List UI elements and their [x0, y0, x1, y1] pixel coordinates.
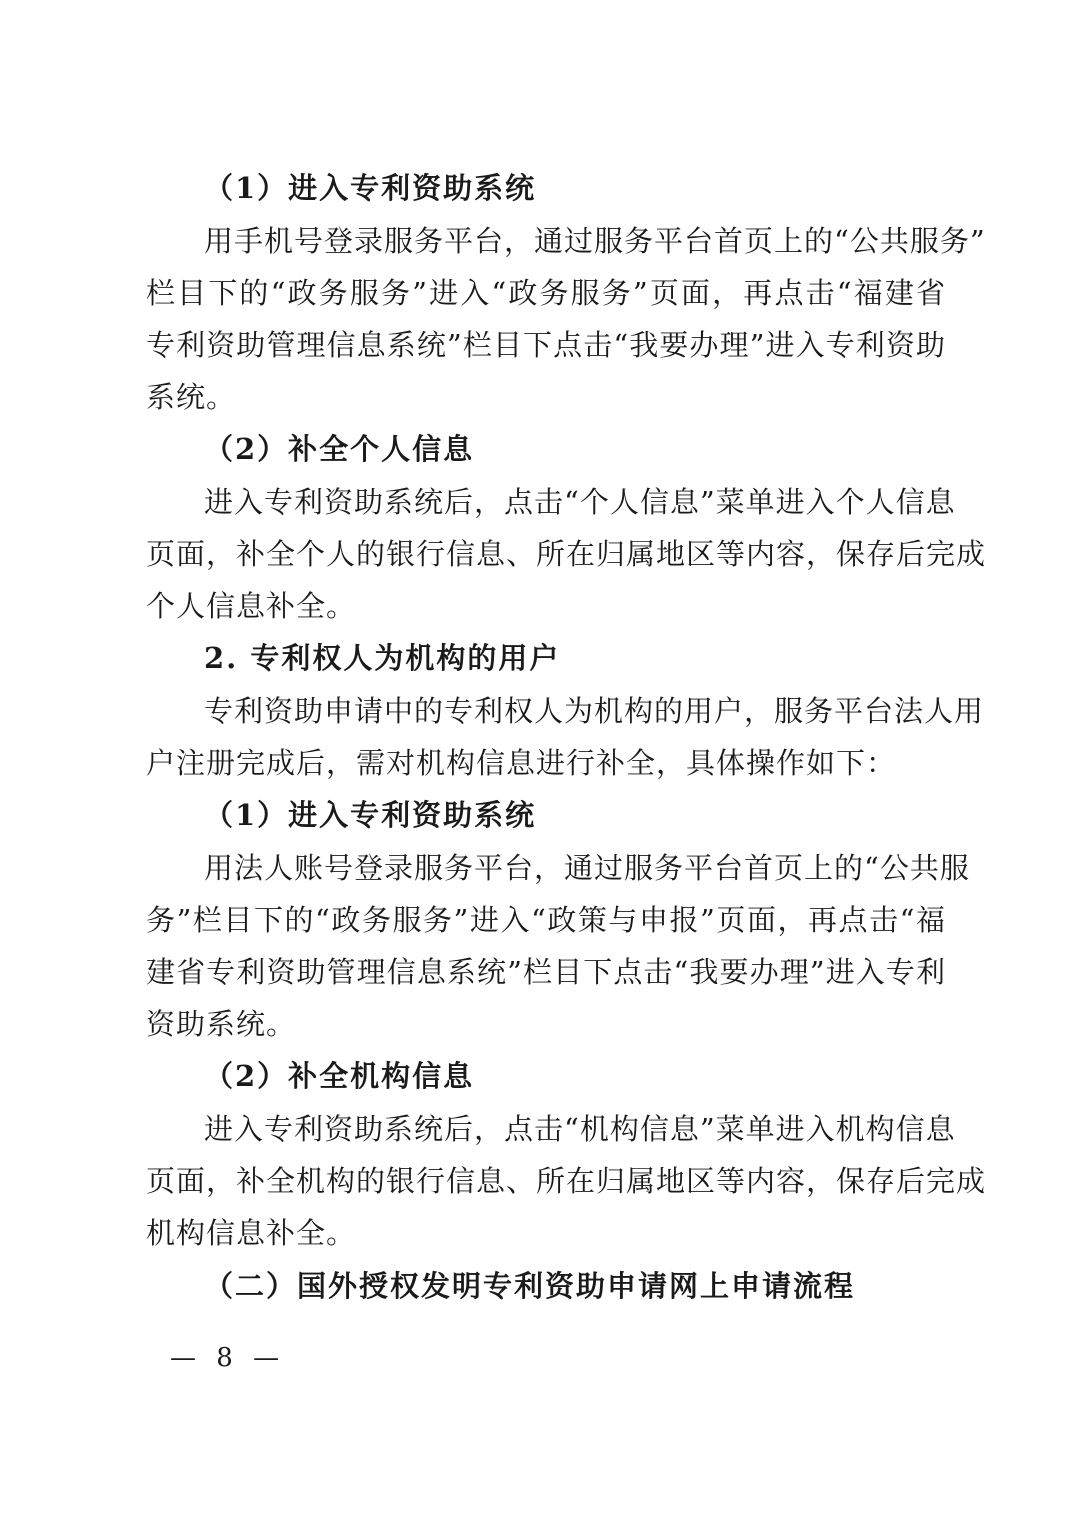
paragraph-line: 系统。 — [146, 380, 237, 414]
paragraph-line: 专利资助申请中的专利权人为机构的用户，服务平台法人用 — [204, 694, 985, 728]
subheading-complete-personal-info: （2）补全个人信息 — [204, 432, 475, 466]
paragraph-line: 页面，补全个人的银行信息、所在归属地区等内容，保存后完成 — [146, 537, 987, 571]
paragraph-line: 专利资助管理信息系统”栏目下点击“我要办理”进入专利资助 — [146, 328, 946, 362]
paragraph-line: 进入专利资助系统后，点击“个人信息”菜单进入个人信息 — [204, 485, 956, 519]
section-heading-institution-users: 2. 专利权人为机构的用户 — [204, 641, 561, 675]
paragraph-line: 务”栏目下的“政务服务”进入“政策与申报”页面，再点击“福 — [146, 903, 946, 937]
paragraph-line: 进入专利资助系统后，点击“机构信息”菜单进入机构信息 — [204, 1112, 956, 1146]
paragraph-line: 用法人账号登录服务平台，通过服务平台首页上的“公共服 — [204, 851, 970, 885]
paragraph-line: 机构信息补全。 — [146, 1216, 357, 1250]
subheading-enter-system-personal: （1）进入专利资助系统 — [204, 171, 537, 205]
paragraph-line: 用手机号登录服务平台，通过服务平台首页上的“公共服务” — [204, 224, 986, 258]
page-number: — 8 — — [170, 1343, 286, 1373]
paragraph-line: 栏目下的“政务服务”进入“政务服务”页面，再点击“福建省 — [146, 276, 946, 310]
paragraph-line: 个人信息补全。 — [146, 589, 357, 623]
subheading-enter-system-institution: （1）进入专利资助系统 — [204, 798, 537, 832]
paragraph-line: 页面，补全机构的银行信息、所在归属地区等内容，保存后完成 — [146, 1164, 987, 1198]
paragraph-line: 建省专利资助管理信息系统”栏目下点击“我要办理”进入专利 — [146, 955, 946, 989]
paragraph-line: 资助系统。 — [146, 1007, 297, 1041]
paragraph-line: 户注册完成后，需对机构信息进行补全，具体操作如下： — [146, 746, 897, 780]
section-heading-foreign-patent-flow: （二）国外授权发明专利资助申请网上申请流程 — [204, 1269, 856, 1303]
subheading-complete-institution-info: （2）补全机构信息 — [204, 1059, 475, 1093]
